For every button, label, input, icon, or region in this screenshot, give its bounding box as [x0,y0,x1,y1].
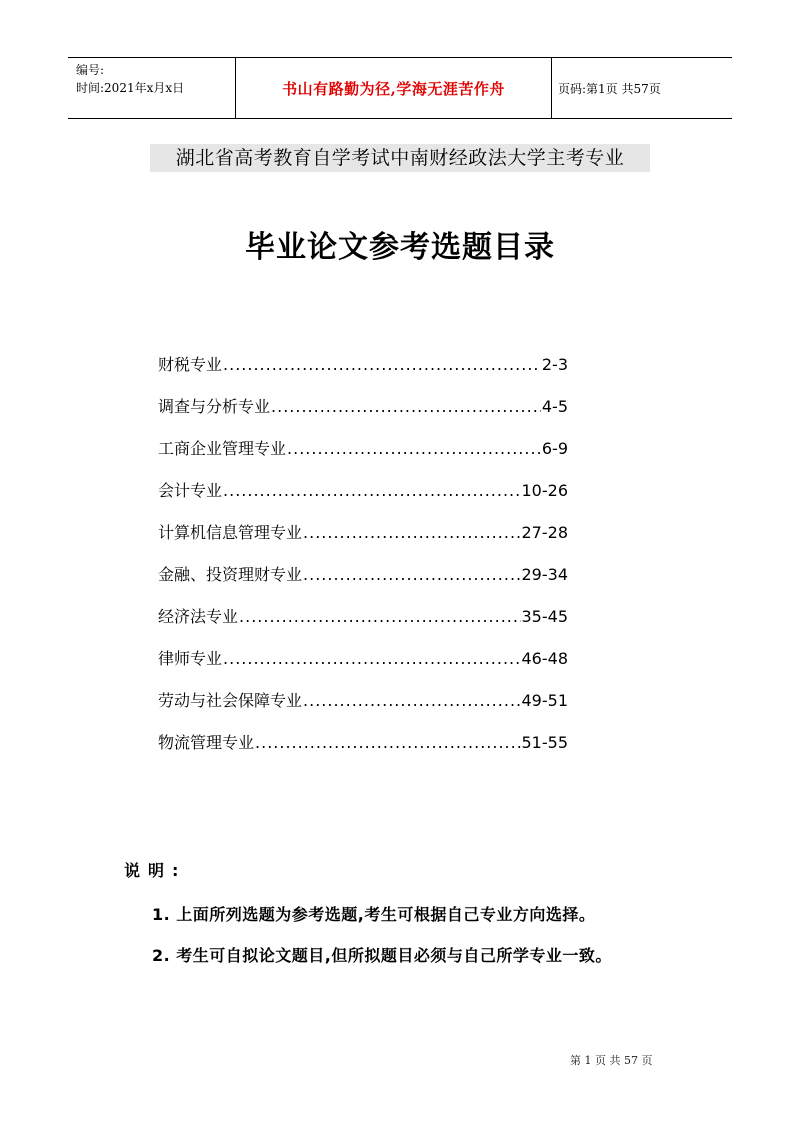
toc-item[interactable] [158,520,568,562]
toc-item-label: 会计专业 [158,481,223,500]
toc-leader-dots [223,481,520,500]
toc-item[interactable] [158,562,568,604]
toc-item-label: 律师专业 [158,649,223,668]
page-footer: 第 1 页 共 57 页 [570,1054,653,1067]
toc-item-pages: 29-34 [521,565,568,584]
toc-item[interactable] [158,730,568,772]
toc-item[interactable] [158,646,568,688]
toc-item-pages: 49-51 [521,691,568,710]
toc-item-label: 经济法专业 [158,607,239,626]
toc-item-pages: 4-5 [541,397,568,416]
note-item: 2. 考生可自拟论文题目,但所拟题目必须与自己所学专业一致。 [152,946,612,965]
toc-item[interactable] [158,688,568,730]
toc-item-pages: 10-26 [521,481,568,500]
toc-leader-dots [255,733,520,752]
toc-leader-dots [223,649,520,668]
toc-leader-dots [271,397,541,416]
toc-item-label: 调查与分析专业 [158,397,271,416]
page-title: 毕业论文参考选题目录 [245,230,555,265]
toc-item-pages: 2-3 [541,355,568,374]
serial-label: 编号: [76,63,105,77]
toc-item[interactable] [158,478,568,520]
toc-item-label: 物流管理专业 [158,733,255,752]
toc-item-pages: 46-48 [521,649,568,668]
page-header [68,57,732,119]
toc-item-label: 金融、投资理财专业 [158,565,303,584]
toc-leader-dots [287,439,541,458]
note-item: 1. 上面所列选题为参考选题,考生可根据自己专业方向选择。 [152,905,596,924]
toc-item-pages: 27-28 [521,523,568,542]
header-meta [68,58,236,118]
toc-leader-dots [223,355,541,374]
notes-title: 说明: [124,861,187,880]
time-label: 时间:2021年x月x日 [76,81,185,95]
toc-item-label: 财税专业 [158,355,223,374]
toc-item-pages: 51-55 [521,733,568,752]
toc-item[interactable] [158,352,568,394]
toc-item-label: 计算机信息管理专业 [158,523,303,542]
header-page-info: 页码:第1页 共57页 [558,81,661,96]
toc-item-pages: 6-9 [541,439,568,458]
toc-item-pages: 35-45 [521,607,568,626]
toc-item[interactable] [158,436,568,478]
toc-item-label: 工商企业管理专业 [158,439,287,458]
header-motto: 书山有路勤为径,学海无涯苦作舟 [236,58,552,118]
institution-line: 湖北省高考教育自学考试中南财经政法大学主考专业 [150,144,650,172]
toc-item[interactable] [158,394,568,436]
toc-item[interactable] [158,604,568,646]
table-of-contents [158,352,568,772]
toc-leader-dots [303,565,520,584]
toc-item-label: 劳动与社会保障专业 [158,691,303,710]
toc-leader-dots [303,691,520,710]
toc-leader-dots [303,523,520,542]
toc-leader-dots [239,607,520,626]
